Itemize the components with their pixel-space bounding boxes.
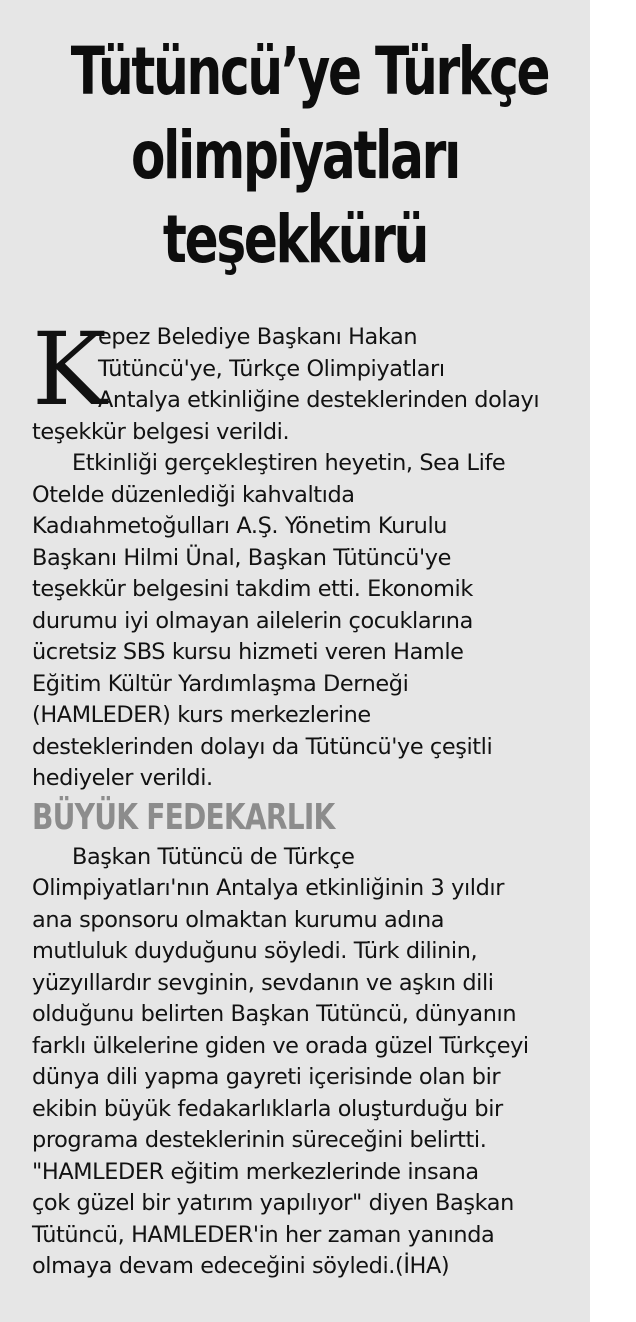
first-paragraph bbox=[32, 311, 572, 448]
paragraph-line: "HAMLEDER eğitim merkezlerinde insana bbox=[32, 1158, 479, 1185]
paragraph-line: çok güzel bir yatırım yapılıyor" diyen Başkan bbox=[32, 1190, 514, 1216]
paragraph-line: yüzyıllardır sevginin, sevdanın ve aşkın dili bbox=[32, 969, 494, 996]
paragraph-line: epez Belediye Başkanı Hakan bbox=[98, 324, 418, 350]
paragraph-line: mutluluk duyduğunu söyledi. Türk dilinin, bbox=[32, 938, 478, 964]
paragraph-line: teşekkür belgesi verildi. bbox=[32, 418, 290, 445]
article-body bbox=[32, 311, 572, 1283]
paragraph-line: desteklerinden dolayı da Tütüncü'ye çeşitli bbox=[32, 733, 493, 760]
paragraph-line: farklı ülkelerine giden ve orada güzel Türkçeyi bbox=[32, 1032, 529, 1059]
paragraph-line: Etkinliği gerçekleştiren heyetin, Sea Life bbox=[72, 450, 506, 476]
paragraph-line: Tütüncü'ye, Türkçe Olimpiyatları bbox=[98, 355, 445, 382]
paragraph-line: Olimpiyatları'nın Antalya etkinliğinin 3 yıldır bbox=[32, 875, 505, 901]
third-paragraph bbox=[32, 842, 572, 1283]
paragraph-line: olmaya devam edeceğini söyledi.(İHA) bbox=[32, 1253, 450, 1279]
subheading: BÜYÜK FEDEKARLIK bbox=[32, 796, 335, 838]
paragraph-line: Kadıahmetoğulları A.Ş. Yönetim Kurulu bbox=[32, 513, 448, 539]
headline-line: teşekkürü bbox=[162, 201, 428, 278]
drop-cap: K bbox=[32, 311, 107, 428]
page-margin bbox=[590, 0, 636, 1322]
paragraph-line: Başkanı Hilmi Ünal, Başkan Tütüncü'ye bbox=[32, 544, 451, 571]
second-paragraph bbox=[32, 448, 572, 795]
paragraph-line: ana sponsoru olmaktan kurumu adına bbox=[32, 906, 445, 933]
paragraph-line: olduğunu belirten Başkan Tütüncü, dünyanın bbox=[32, 1001, 517, 1027]
headline-line: olimpiyatları bbox=[130, 117, 460, 194]
paragraph-line: durumu iyi olmayan ailelerin çocuklarına bbox=[32, 607, 473, 634]
paragraph-line: ücretsiz SBS kursu hizmeti veren Hamle bbox=[32, 639, 464, 665]
paragraph-line: dünya dili yapma gayreti içerisinde olan bir bbox=[32, 1064, 501, 1090]
paragraph-line: ekibin büyük fedakarlıklarla oluşturduğu bir bbox=[32, 1095, 503, 1122]
paragraph-line: Otelde düzenlediği kahvaltıda bbox=[32, 481, 355, 508]
paragraph-line: Antalya etkinliğine desteklerinden dolayı bbox=[98, 387, 540, 413]
paragraph-line: hediyeler verildi. bbox=[32, 765, 213, 791]
paragraph-line: Eğitim Kültür Yardımlaşma Derneği bbox=[32, 670, 409, 697]
headline bbox=[70, 30, 549, 282]
paragraph-line: Başkan Tütüncü de Türkçe bbox=[72, 843, 355, 870]
headline-line: Tütüncü’ye Türkçe bbox=[70, 33, 549, 110]
paragraph-line: programa desteklerinin süreceğini belirtti. bbox=[32, 1127, 487, 1153]
paragraph-line: teşekkür belgesini takdim etti. Ekonomik bbox=[32, 576, 473, 602]
paragraph-line: (HAMLEDER) kurs merkezlerine bbox=[32, 702, 371, 728]
paragraph-line: Tütüncü, HAMLEDER'in her zaman yanında bbox=[32, 1221, 495, 1248]
